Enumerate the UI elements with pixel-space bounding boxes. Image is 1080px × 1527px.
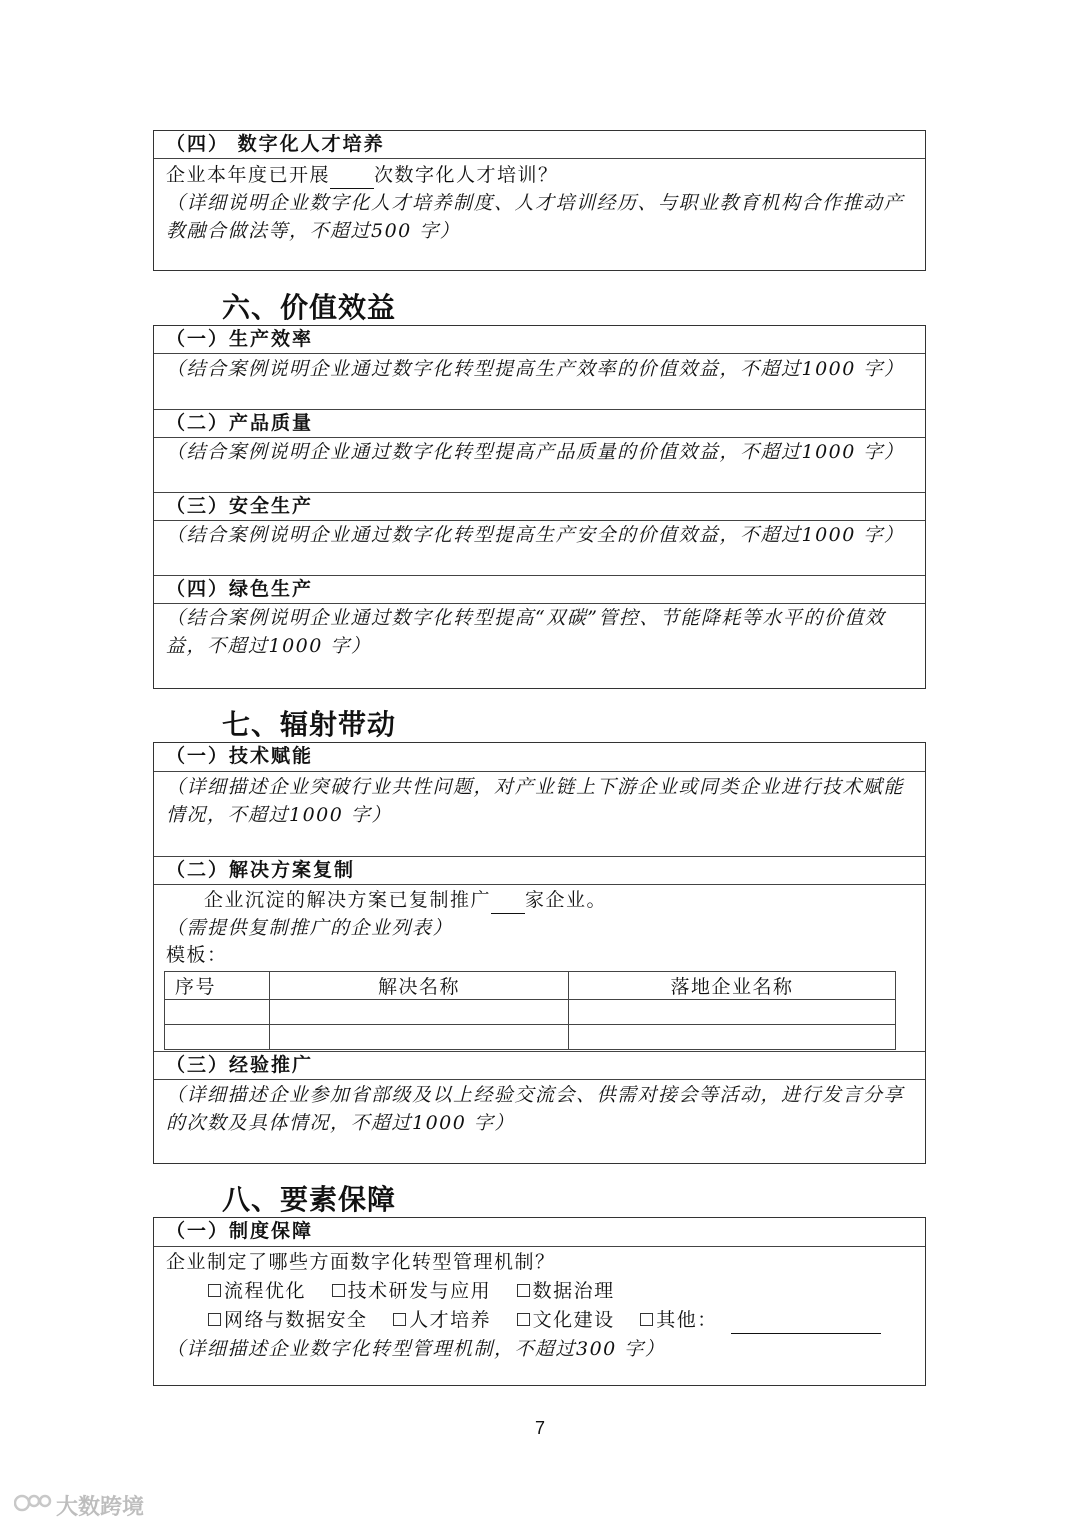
checkbox-icon[interactable] bbox=[208, 1284, 221, 1297]
product-quality-row bbox=[154, 437, 925, 492]
question-suffix: 次数字化人才培训？ bbox=[374, 164, 559, 186]
solution-copy-row bbox=[154, 884, 925, 1051]
production-efficiency-header: （一）生产效率 bbox=[166, 328, 314, 350]
value-benefit-box bbox=[153, 325, 926, 689]
table-cell[interactable] bbox=[569, 1000, 896, 1025]
experience-row bbox=[154, 1079, 925, 1163]
talent-training-header: （四） 数字化人才培养 bbox=[166, 133, 385, 155]
talent-training-body bbox=[154, 158, 925, 270]
green-production-header: （四）绿色生产 bbox=[166, 578, 314, 600]
safety-header-row bbox=[154, 492, 925, 520]
checkbox-icon[interactable] bbox=[517, 1284, 530, 1297]
solution-copy-note: （需提供复制推广的企业列表） bbox=[166, 917, 454, 939]
experience-promotion-header: （三）经验推广 bbox=[166, 1054, 314, 1076]
system-guarantee-desc: （详细描述企业数字化转型管理机制，不超过300 字） bbox=[166, 1338, 666, 1360]
section-six-title: 六、价值效益 bbox=[222, 291, 397, 324]
option-process[interactable]: 流程优化 bbox=[208, 1280, 306, 1302]
green-row bbox=[154, 603, 925, 688]
watermark bbox=[14, 1490, 144, 1521]
solution-copy-header-row bbox=[154, 856, 925, 884]
options-row-2 bbox=[208, 1306, 917, 1334]
production-efficiency-row bbox=[154, 353, 925, 409]
checkbox-icon[interactable] bbox=[208, 1313, 221, 1326]
safety-production-desc: （结合案例说明企业通过数字化转型提高生产安全的价值效益，不超过1000 字） bbox=[166, 524, 905, 546]
product-quality-header: （二）产品质量 bbox=[166, 412, 314, 434]
green-production-desc: （结合案例说明企业通过数字化转型提高“双碳”管控、节能降耗等水平的价值效益，不超过1000 字） bbox=[166, 607, 886, 657]
watermark-text: 大数跨境 bbox=[56, 1495, 145, 1520]
col-solution-name: 解决名称 bbox=[270, 972, 569, 1000]
checkbox-icon[interactable] bbox=[517, 1313, 530, 1326]
table-header-row bbox=[165, 972, 896, 1000]
talent-training-box bbox=[153, 130, 926, 271]
safety-row bbox=[154, 520, 925, 575]
solution-copy-line bbox=[204, 886, 917, 914]
template-table bbox=[164, 971, 896, 1050]
checkbox-icon[interactable] bbox=[393, 1313, 406, 1326]
table-row bbox=[165, 1025, 896, 1050]
experience-promotion-desc: （详细描述企业参加省部级及以上经验交流会、供需对接会等活动，进行发言分享的次数及具体情况，不超过1000 字） bbox=[166, 1084, 905, 1134]
page-number: 7 bbox=[534, 1418, 545, 1438]
solution-copy-header: （二）解决方案复制 bbox=[166, 859, 356, 881]
production-efficiency-desc: （结合案例说明企业通过数字化转型提高生产效率的价值效益，不超过1000 字） bbox=[166, 358, 905, 380]
product-quality-header-row bbox=[154, 409, 925, 437]
product-quality-desc: （结合案例说明企业通过数字化转型提高产品质量的价值效益，不超过1000 字） bbox=[166, 441, 905, 463]
option-network-security[interactable]: 网络与数据安全 bbox=[208, 1309, 368, 1331]
talent-training-question bbox=[166, 161, 917, 189]
system-guarantee-header: （一）制度保障 bbox=[166, 1220, 314, 1242]
table-cell[interactable] bbox=[270, 1025, 569, 1050]
checkbox-icon[interactable] bbox=[640, 1313, 653, 1326]
other-input-blank[interactable] bbox=[731, 1333, 881, 1334]
option-talent[interactable]: 人才培养 bbox=[393, 1309, 491, 1331]
system-guarantee-row bbox=[154, 1246, 925, 1385]
table-cell[interactable] bbox=[270, 1000, 569, 1025]
table-cell[interactable] bbox=[569, 1025, 896, 1050]
tech-empowerment-row bbox=[154, 771, 925, 856]
watermark-logo-icon bbox=[14, 1492, 52, 1520]
tech-empowerment-header: （一）技术赋能 bbox=[166, 745, 314, 767]
green-header-row bbox=[154, 575, 925, 603]
copy-line-suffix: 家企业。 bbox=[525, 889, 608, 911]
section-eight-title: 八、要素保障 bbox=[222, 1183, 397, 1216]
talent-training-desc: （详细说明企业数字化人才培养制度、人才培训经历、与职业教育机构合作推动产教融合做法等，不超过500 字） bbox=[166, 192, 905, 242]
safety-production-header: （三）安全生产 bbox=[166, 495, 314, 517]
radiation-box bbox=[153, 742, 926, 1164]
system-guarantee-question: 企业制定了哪些方面数字化转型管理机制？ bbox=[166, 1251, 556, 1273]
experience-header-row bbox=[154, 1051, 925, 1079]
element-guarantee-box bbox=[153, 1217, 926, 1386]
table-cell[interactable] bbox=[165, 1025, 270, 1050]
option-data-governance[interactable]: 数据治理 bbox=[517, 1280, 615, 1302]
col-enterprise-name: 落地企业名称 bbox=[569, 972, 896, 1000]
option-culture[interactable]: 文化建设 bbox=[517, 1309, 615, 1331]
question-prefix: 企业本年度已开展 bbox=[166, 164, 331, 186]
section-seven-title: 七、辐射带动 bbox=[222, 708, 397, 741]
tech-empowerment-desc: （详细描述企业突破行业共性问题，对产业链上下游企业或同类企业进行技术赋能情况，不超过1000 字） bbox=[166, 776, 905, 826]
table-row bbox=[165, 1000, 896, 1025]
col-serial: 序号 bbox=[165, 972, 270, 1000]
options-row-1 bbox=[208, 1277, 917, 1305]
option-other[interactable]: 其他： bbox=[640, 1309, 718, 1331]
option-tech-rd[interactable]: 技术研发与应用 bbox=[332, 1280, 492, 1302]
copy-line-prefix: 企业沉淀的解决方案已复制推广 bbox=[204, 889, 492, 911]
table-cell[interactable] bbox=[165, 1000, 270, 1025]
template-label: 模板： bbox=[166, 944, 228, 966]
checkbox-icon[interactable] bbox=[332, 1284, 345, 1297]
